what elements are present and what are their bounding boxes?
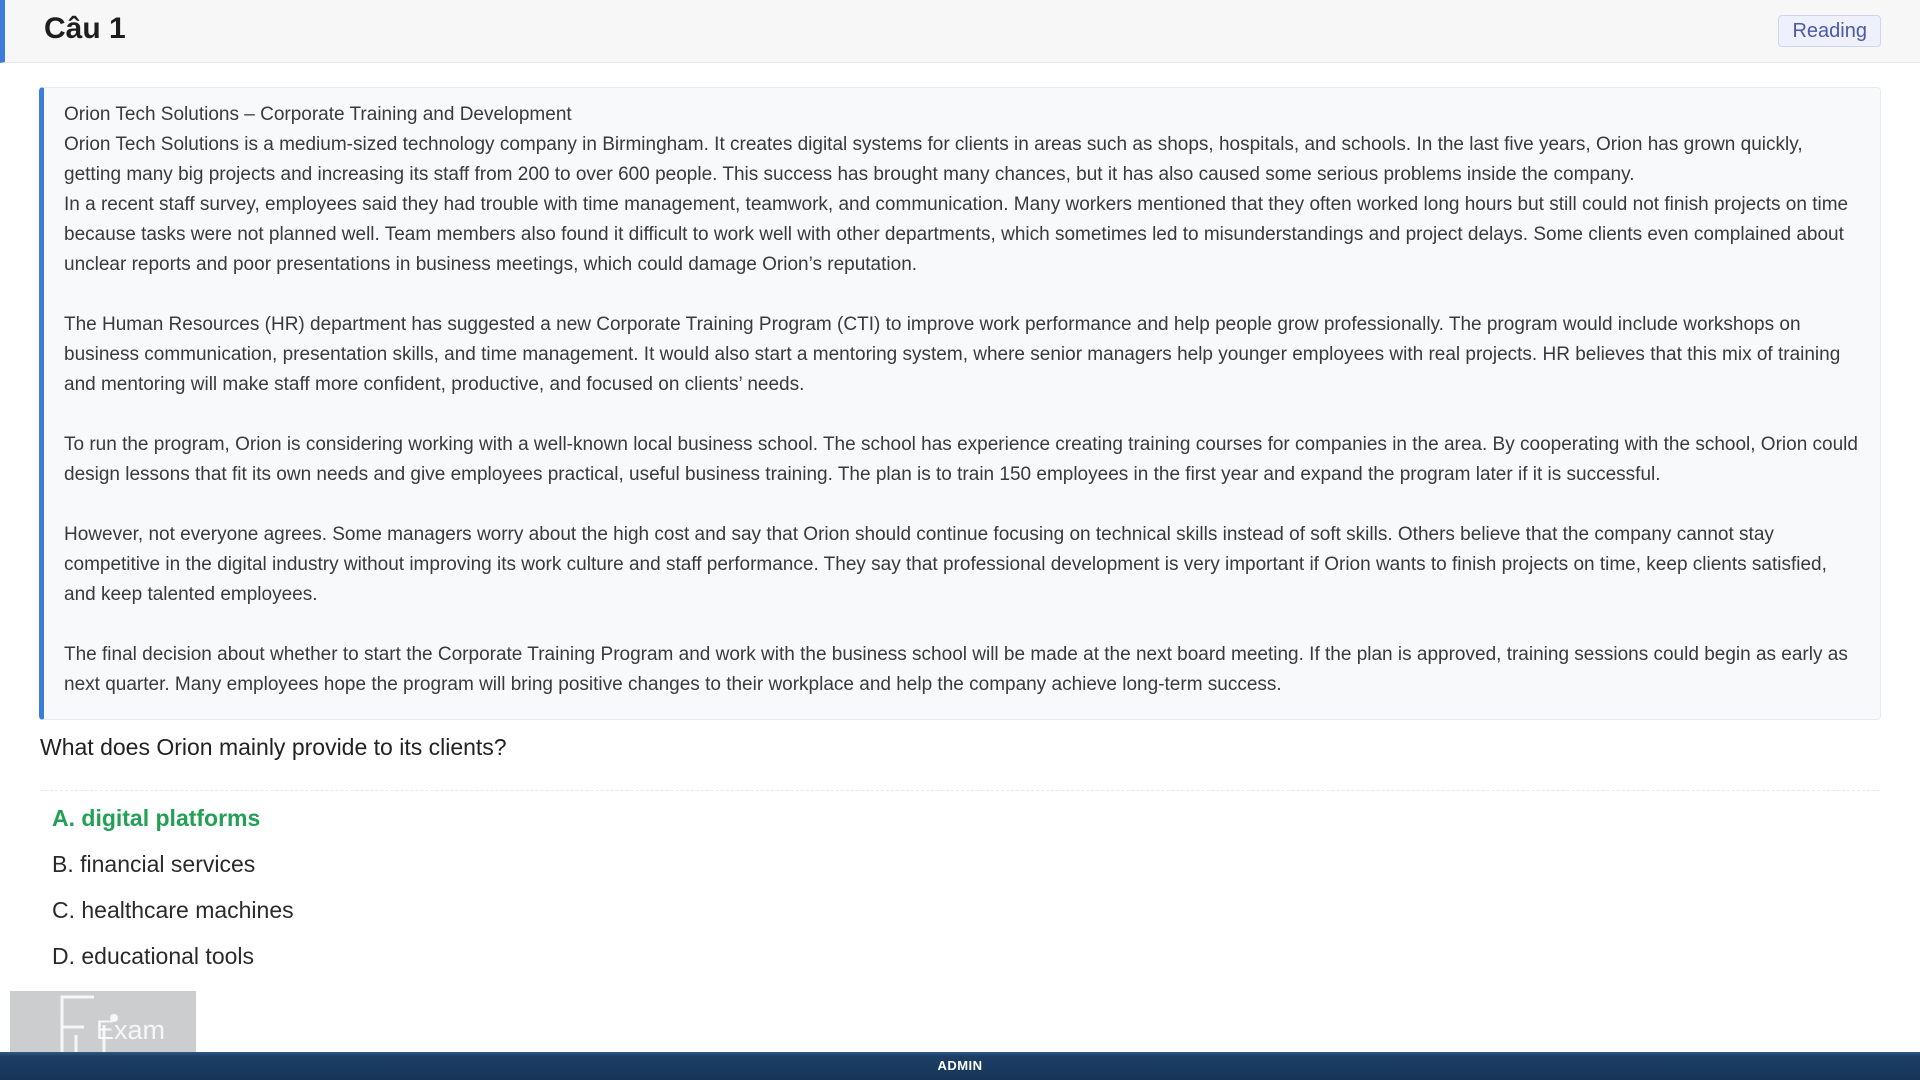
- paragraph-spacer: [64, 280, 1860, 310]
- footer-bar: [0, 1052, 1920, 1080]
- question-text: What does Orion mainly provide to its clients?: [40, 734, 507, 760]
- footer-username: ADMIN: [937, 1058, 983, 1073]
- exam-logo-text: Exam: [96, 1015, 166, 1045]
- question-header: [0, 0, 1920, 63]
- answer-option-a[interactable]: A. digital platforms: [52, 805, 261, 831]
- question-number-title: Câu 1: [44, 12, 126, 45]
- answer-option-c[interactable]: C. healthcare machines: [52, 897, 294, 923]
- passage-paragraph-3: The Human Resources (HR) department has suggested a new Corporate Training Program (CTI) to improve work performance and help people grow professionally. The program would include workshops on business communication, presentation skills, and time management. It would also start a mentoring system, where senior managers help younger employees with real projects. HR believes that this mix of training and mentoring will make staff more confident, productive, and focused on clients’ needs.: [64, 314, 1841, 395]
- paragraph-spacer: [64, 400, 1860, 430]
- paragraph-spacer: [64, 610, 1860, 640]
- answer-option-d[interactable]: D. educational tools: [52, 943, 255, 969]
- skill-badge: Reading: [1778, 15, 1881, 47]
- reading-passage: [39, 87, 1881, 720]
- passage-paragraph-5: However, not everyone agrees. Some managers worry about the high cost and say that Orion should continue focusing on technical skills instead of soft skills. Others believe that the company cannot stay competitive in the digital industry without improving its work culture and staff performance. They say that professional development is very important if Orion wants to finish projects on time, keep clients satisfied, and keep talented employees.: [64, 524, 1827, 605]
- passage-paragraph-4: To run the program, Orion is considering working with a well-known local business school. The school has experience creating training courses for companies in the area. By cooperating with the school, Orion could design lessons that fit its own needs and give employees practical, useful business training. The plan is to train 150 employees in the first year and expand the program later if it is successful.: [64, 434, 1858, 485]
- question-divider: [40, 790, 1880, 791]
- passage-title: Orion Tech Solutions – Corporate Training and Development: [64, 104, 572, 125]
- passage-paragraph-1: Orion Tech Solutions is a medium-sized technology company in Birmingham. It creates digital systems for clients in areas such as shops, hospitals, and schools. In the last five years, Orion has grown quickly, getting many big projects and increasing its staff from 200 to over 600 people. This success has brought many chances, but it has also caused some serious problems inside the company.: [64, 134, 1803, 185]
- answer-option-b[interactable]: B. financial services: [52, 851, 256, 877]
- passage-paragraph-6: The final decision about whether to start the Corporate Training Program and work with the business school will be made at the next board meeting. If the plan is approved, training sessions could begin as early as next quarter. Many employees hope the program will bring positive changes to their workplace and help the company achieve long-term success.: [64, 644, 1848, 695]
- paragraph-spacer: [64, 490, 1860, 520]
- passage-paragraph-2: In a recent staff survey, employees said they had trouble with time management, teamwork, and communication. Many workers mentioned that they often worked long hours but still could not finish projects on time because tasks were not planned well. Team members also found it difficult to work well with other departments, which sometimes led to misunderstandings and project delays. Some clients even complained about unclear reports and poor presentations in business meetings, which could damage Orion’s reputation.: [64, 194, 1849, 275]
